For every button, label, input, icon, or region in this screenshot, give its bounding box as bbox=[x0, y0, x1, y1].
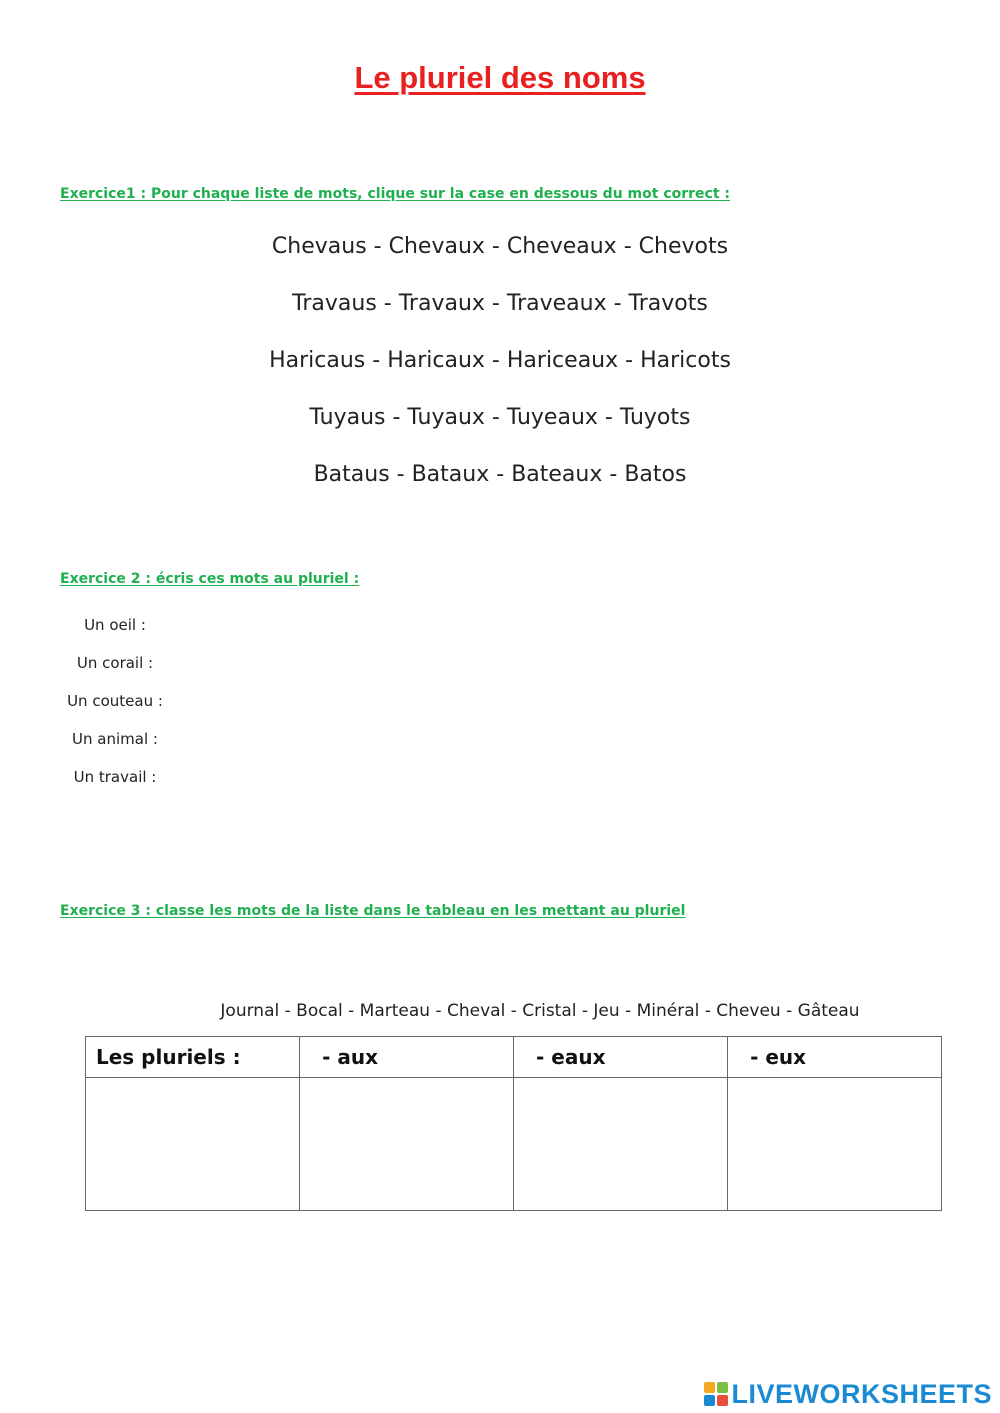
word-separator: - bbox=[597, 405, 620, 430]
table-cell-eaux[interactable] bbox=[514, 1078, 728, 1211]
table-header-pluriels: Les pluriels : bbox=[86, 1037, 300, 1078]
word-separator: - bbox=[484, 234, 507, 259]
word-option[interactable]: Haricots bbox=[640, 348, 731, 373]
word-option[interactable]: Bataus bbox=[313, 462, 390, 487]
logo-square bbox=[704, 1395, 715, 1406]
exercise2-item: Un travail : bbox=[73, 768, 157, 786]
word-option[interactable]: Tuyots bbox=[619, 405, 691, 430]
word-option[interactable]: Hariceaux bbox=[506, 348, 619, 373]
word-separator: - bbox=[365, 348, 388, 373]
word-option[interactable]: Cheveaux bbox=[506, 234, 617, 259]
logo-square bbox=[704, 1382, 715, 1393]
exercise1-row bbox=[0, 405, 1000, 430]
word-separator: - bbox=[616, 234, 639, 259]
word-separator: - bbox=[385, 405, 408, 430]
word-option[interactable]: Travaux bbox=[398, 291, 485, 316]
word-option[interactable]: Bataux bbox=[411, 462, 490, 487]
word-separator: - bbox=[484, 348, 507, 373]
exercise2-item: Un couteau : bbox=[67, 692, 163, 710]
word-option[interactable]: Tuyeaux bbox=[506, 405, 598, 430]
word-separator: - bbox=[366, 234, 389, 259]
table-header-eux: - eux bbox=[728, 1037, 942, 1078]
word-option[interactable]: Tuyaux bbox=[407, 405, 485, 430]
table-cell-pluriels bbox=[86, 1078, 300, 1211]
word-separator: - bbox=[606, 291, 629, 316]
word-option[interactable]: Haricaux bbox=[387, 348, 485, 373]
page-title: Le pluriel des noms bbox=[354, 60, 646, 95]
exercise1-row bbox=[0, 462, 1000, 487]
word-separator: - bbox=[376, 291, 399, 316]
logo-square bbox=[717, 1382, 728, 1393]
word-separator: - bbox=[389, 462, 412, 487]
logo-text: LIVEWORKSHEETS bbox=[731, 1378, 992, 1409]
exercise2-item: Un corail : bbox=[76, 654, 154, 672]
exercise1-row bbox=[0, 234, 1000, 259]
word-option[interactable]: Tuyaus bbox=[309, 405, 386, 430]
liveworksheets-logo-icon bbox=[704, 1382, 728, 1406]
word-option[interactable]: Chevaus bbox=[271, 234, 367, 259]
exercise1-heading: Exercice1 : Pour chaque liste de mots, clique sur la case en dessous du mot correct : bbox=[60, 186, 731, 202]
word-option[interactable]: Chevaux bbox=[388, 234, 485, 259]
word-separator: - bbox=[602, 462, 625, 487]
word-option[interactable]: Chevots bbox=[638, 234, 729, 259]
word-separator: - bbox=[618, 348, 641, 373]
word-option[interactable]: Travaus bbox=[292, 291, 377, 316]
exercise1-row bbox=[0, 291, 1000, 316]
exercise3-word-list: Journal - Bocal - Marteau - Cheval - Cristal - Jeu - Minéral - Cheveu - Gâteau bbox=[220, 1001, 860, 1021]
word-option[interactable]: Traveaux bbox=[506, 291, 607, 316]
word-option[interactable]: Haricaus bbox=[269, 348, 366, 373]
word-separator: - bbox=[484, 405, 507, 430]
exercise2-item: Un oeil : bbox=[84, 616, 146, 634]
table-header-aux: - aux bbox=[300, 1037, 514, 1078]
sorting-table bbox=[85, 1036, 942, 1211]
exercise2-heading: Exercice 2 : écris ces mots au pluriel : bbox=[60, 571, 360, 587]
table-cell-eux[interactable] bbox=[728, 1078, 942, 1211]
liveworksheets-logo bbox=[704, 1376, 992, 1412]
logo-square bbox=[717, 1395, 728, 1406]
table-header-eaux: - eaux bbox=[514, 1037, 728, 1078]
table-cell-aux[interactable] bbox=[300, 1078, 514, 1211]
word-option[interactable]: Travots bbox=[628, 291, 708, 316]
word-option[interactable]: Bateaux bbox=[511, 462, 603, 487]
exercise3-heading: Exercice 3 : classe les mots de la liste dans le tableau en les mettant au pluriel bbox=[60, 903, 686, 919]
word-option[interactable]: Batos bbox=[624, 462, 687, 487]
exercise2-item: Un animal : bbox=[72, 730, 158, 748]
exercise1-row bbox=[0, 348, 1000, 373]
word-separator: - bbox=[484, 291, 507, 316]
word-separator: - bbox=[489, 462, 512, 487]
